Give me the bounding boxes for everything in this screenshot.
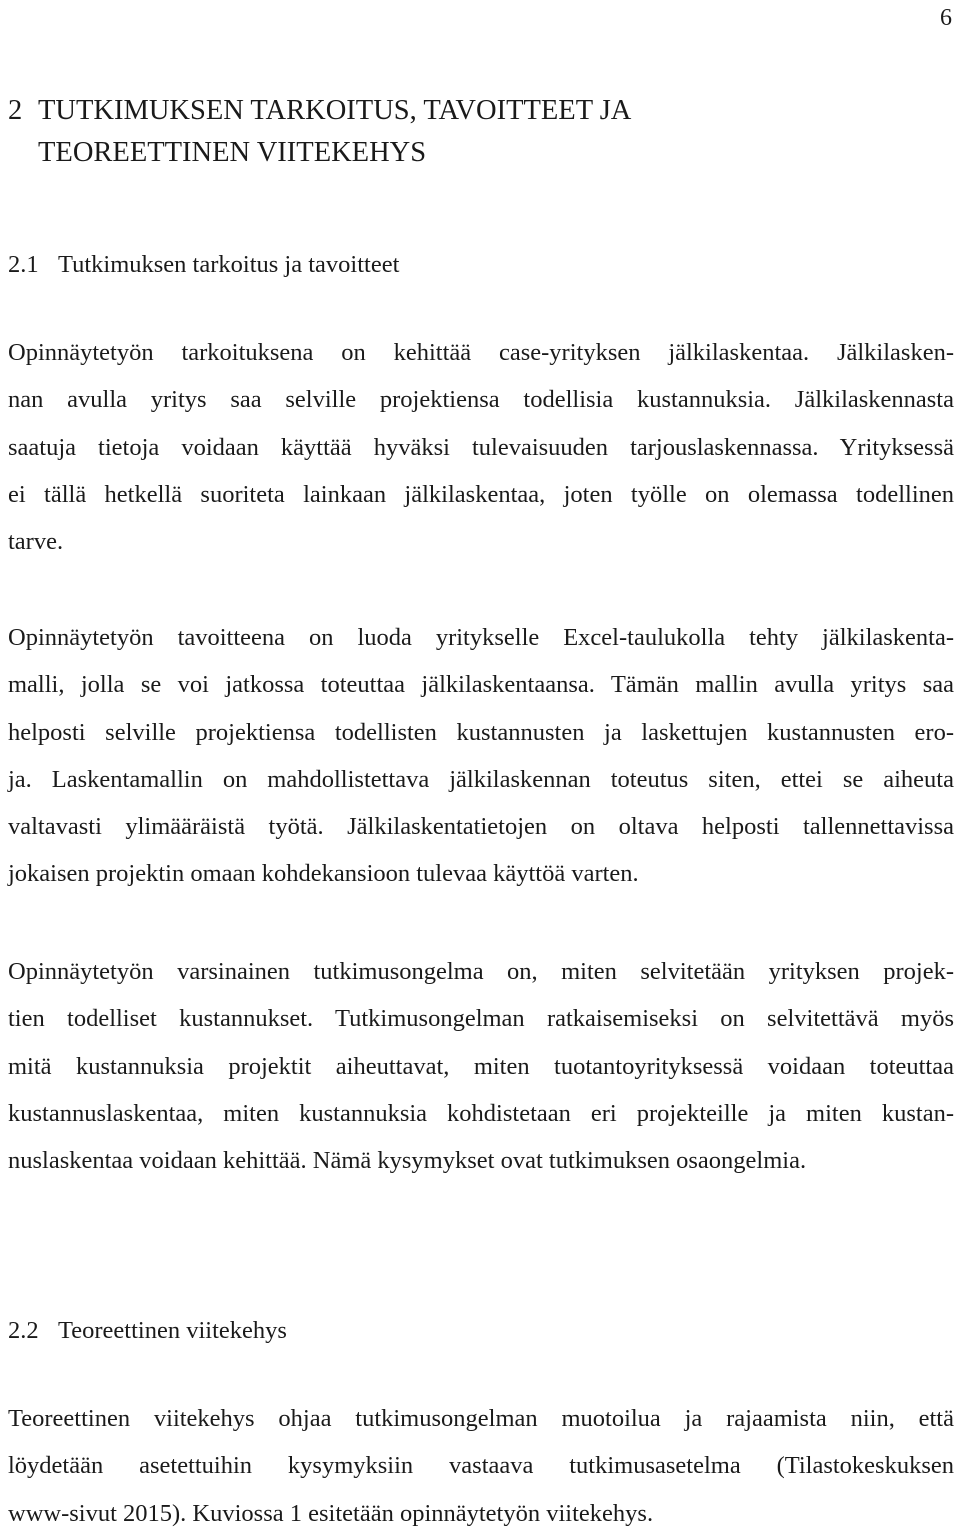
section-heading-2-2 — [8, 1316, 287, 1346]
section-title: Tutkimuksen tarkoitus ja tavoitteet — [58, 251, 400, 278]
text-line: nan avulla yritys saa selville projektiensa todellisia kustannuksia. Jälkilaskennasta — [8, 386, 954, 414]
text-line: www-sivut 2015). Kuviossa 1 esitetään opinnäytetyön viitekehys. — [8, 1499, 654, 1527]
text-line: tien todelliset kustannukset. Tutkimusongelman ratkaisemiseksi on selvitettävä myös — [8, 1005, 954, 1033]
text-line: Opinnäytetyön tavoitteena on luoda yritykselle Excel-taulukolla tehty jälkilaskenta- — [8, 624, 954, 651]
text-line: valtavasti ylimääräistä työtä. Jälkilaskentatietojen on oltava helposti tallennettavissa — [8, 813, 954, 841]
paragraph-framework — [8, 1395, 954, 1537]
chapter-title-line-1: TUTKIMUKSEN TARKOITUS, TAVOITTEET JA — [38, 95, 632, 126]
section-number: 2.1 — [8, 251, 39, 278]
text-line: malli, jolla se voi jatkossa toteuttaa jälkilaskentaansa. Tämän mallin avulla yritys saa — [8, 671, 954, 699]
text-line: Teoreettinen viitekehys ohjaa tutkimusongelman muotoilua ja rajaamista niin, että — [8, 1405, 954, 1432]
text-line: mitä kustannuksia projektit aiheuttavat, miten tuotantoyrityksessä voidaan toteuttaa — [8, 1052, 954, 1080]
chapter-number: 2 — [8, 95, 23, 126]
paragraph-goals — [8, 614, 954, 898]
text-line: saatuja tietoja voidaan käyttää hyväksi tulevaisuuden tarjouslaskennassa. Yrityksessä — [8, 433, 954, 461]
text-line: ei tällä hetkellä suoriteta lainkaan jälkilaskentaa, joten työlle on olemassa todellinen — [8, 480, 954, 508]
section-heading-2-1 — [8, 250, 399, 280]
text-line: jokaisen projektin omaan kohdekansioon tulevaa käyttöä varten. — [8, 860, 639, 888]
chapter-title-line-2: TEOREETTINEN VIITEKEHYS — [38, 137, 427, 168]
text-line: helposti selville projektiensa todellisten kustannusten ja laskettujen kustannusten ero- — [8, 718, 954, 746]
chapter-title — [8, 90, 908, 174]
text-line: nuslaskentaa voidaan kehittää. Nämä kysymykset ovat tutkimuksen osaongelmia. — [8, 1147, 807, 1175]
text-line: Opinnäytetyön varsinainen tutkimusongelma on, miten selvitetään yrityksen projek- — [8, 958, 954, 985]
paragraph-research-problem — [8, 948, 954, 1184]
text-line: löydetään asetettuihin kysymyksiin vastaava tutkimusasetelma (Tilastokeskuksen — [8, 1452, 954, 1480]
text-line: Opinnäytetyön tarkoituksena on kehittää case-yrityksen jälkilaskentaa. Jälkilasken- — [8, 339, 954, 366]
text-line: ja. Laskentamallin on mahdollistettava jälkilaskennan toteutus siten, ettei se aiheuta — [8, 765, 954, 793]
section-number: 2.2 — [8, 1317, 39, 1344]
section-title: Teoreettinen viitekehys — [58, 1317, 287, 1344]
text-line: kustannuslaskentaa, miten kustannuksia kohdistetaan eri projekteille ja miten kustan- — [8, 1099, 954, 1127]
text-line: tarve. — [8, 528, 64, 556]
paragraph-purpose — [8, 329, 954, 565]
page-number: 6 — [940, 5, 952, 31]
